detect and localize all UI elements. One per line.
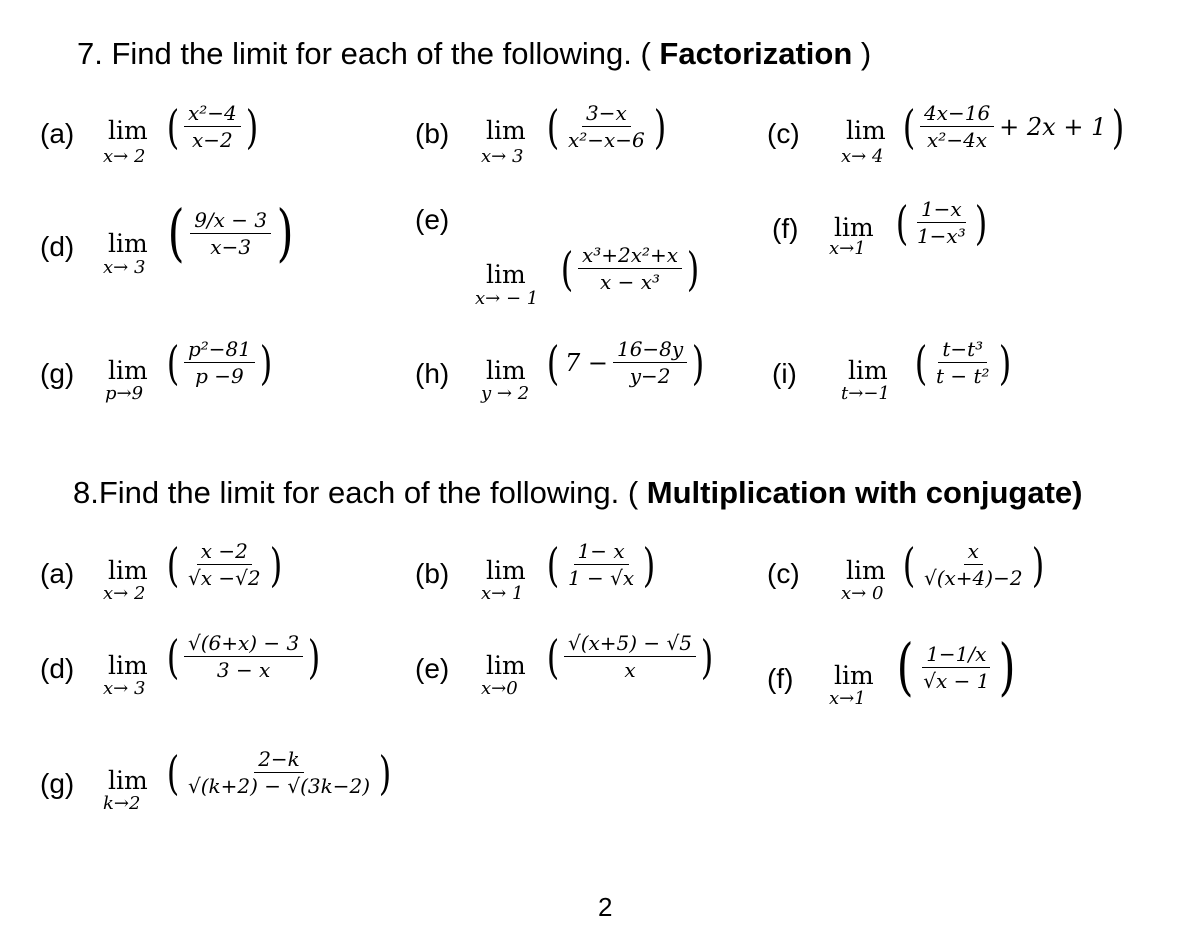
expression: ( $\frac{9/x - 3}{x-3}$ ) (167, 196, 294, 269)
expression: ( $\frac{2-k}{√(k+2) - √(3k-2)}$ ) (166, 745, 392, 800)
expression: ( $\frac{\text{t−t³}}{\text{t − t²}}$ ) (914, 335, 1011, 390)
expression: ( $\frac{1- x}{1 - √x}$ ) (546, 537, 656, 592)
expression: ( $\frac{\text{x³+2x²+x}}{\text{x − x³}}$ ) (560, 241, 700, 296)
expression: ( $\frac{4x-16}{\text{x²−4x}}$ + 2x + 1 ) (902, 99, 1125, 154)
expression: ( 7 − $\frac{16-8y}{y-2}$ ) (546, 335, 705, 390)
expression: ( $\frac{\text{p²−81}}{p -9}$ ) (166, 335, 273, 390)
expression: ( $\frac{x}{√(x+4)-2}$ ) (902, 537, 1044, 592)
expression: ( $\frac{1-x}{\text{1−x³}}$ ) (895, 195, 987, 250)
expression: ( $\frac{3-x}{\text{x²−x−6}}$ ) (546, 99, 667, 154)
page-number: 2 (598, 892, 613, 922)
expression: ( $\frac{√(6+x) - 3}{3 - x}$ ) (166, 629, 321, 684)
section-7-heading: 7. Find the limit for each of the following. ( Factorization ) (77, 36, 872, 71)
section-8-heading: 8.Find the limit for each of the following. ( Multiplication with conjugate) (73, 475, 1083, 510)
expression: ( $\frac{\text{x²−4}}{x-2}$ ) (166, 99, 258, 154)
expression: ( $\frac{√(x+5) - √5}{x}$ ) (546, 629, 714, 684)
expression: ( $\frac{1-1/x}{√x - 1}$ ) (896, 630, 1017, 703)
expression: ( $\frac{x -2}{√x -√2}$ ) (166, 537, 282, 592)
